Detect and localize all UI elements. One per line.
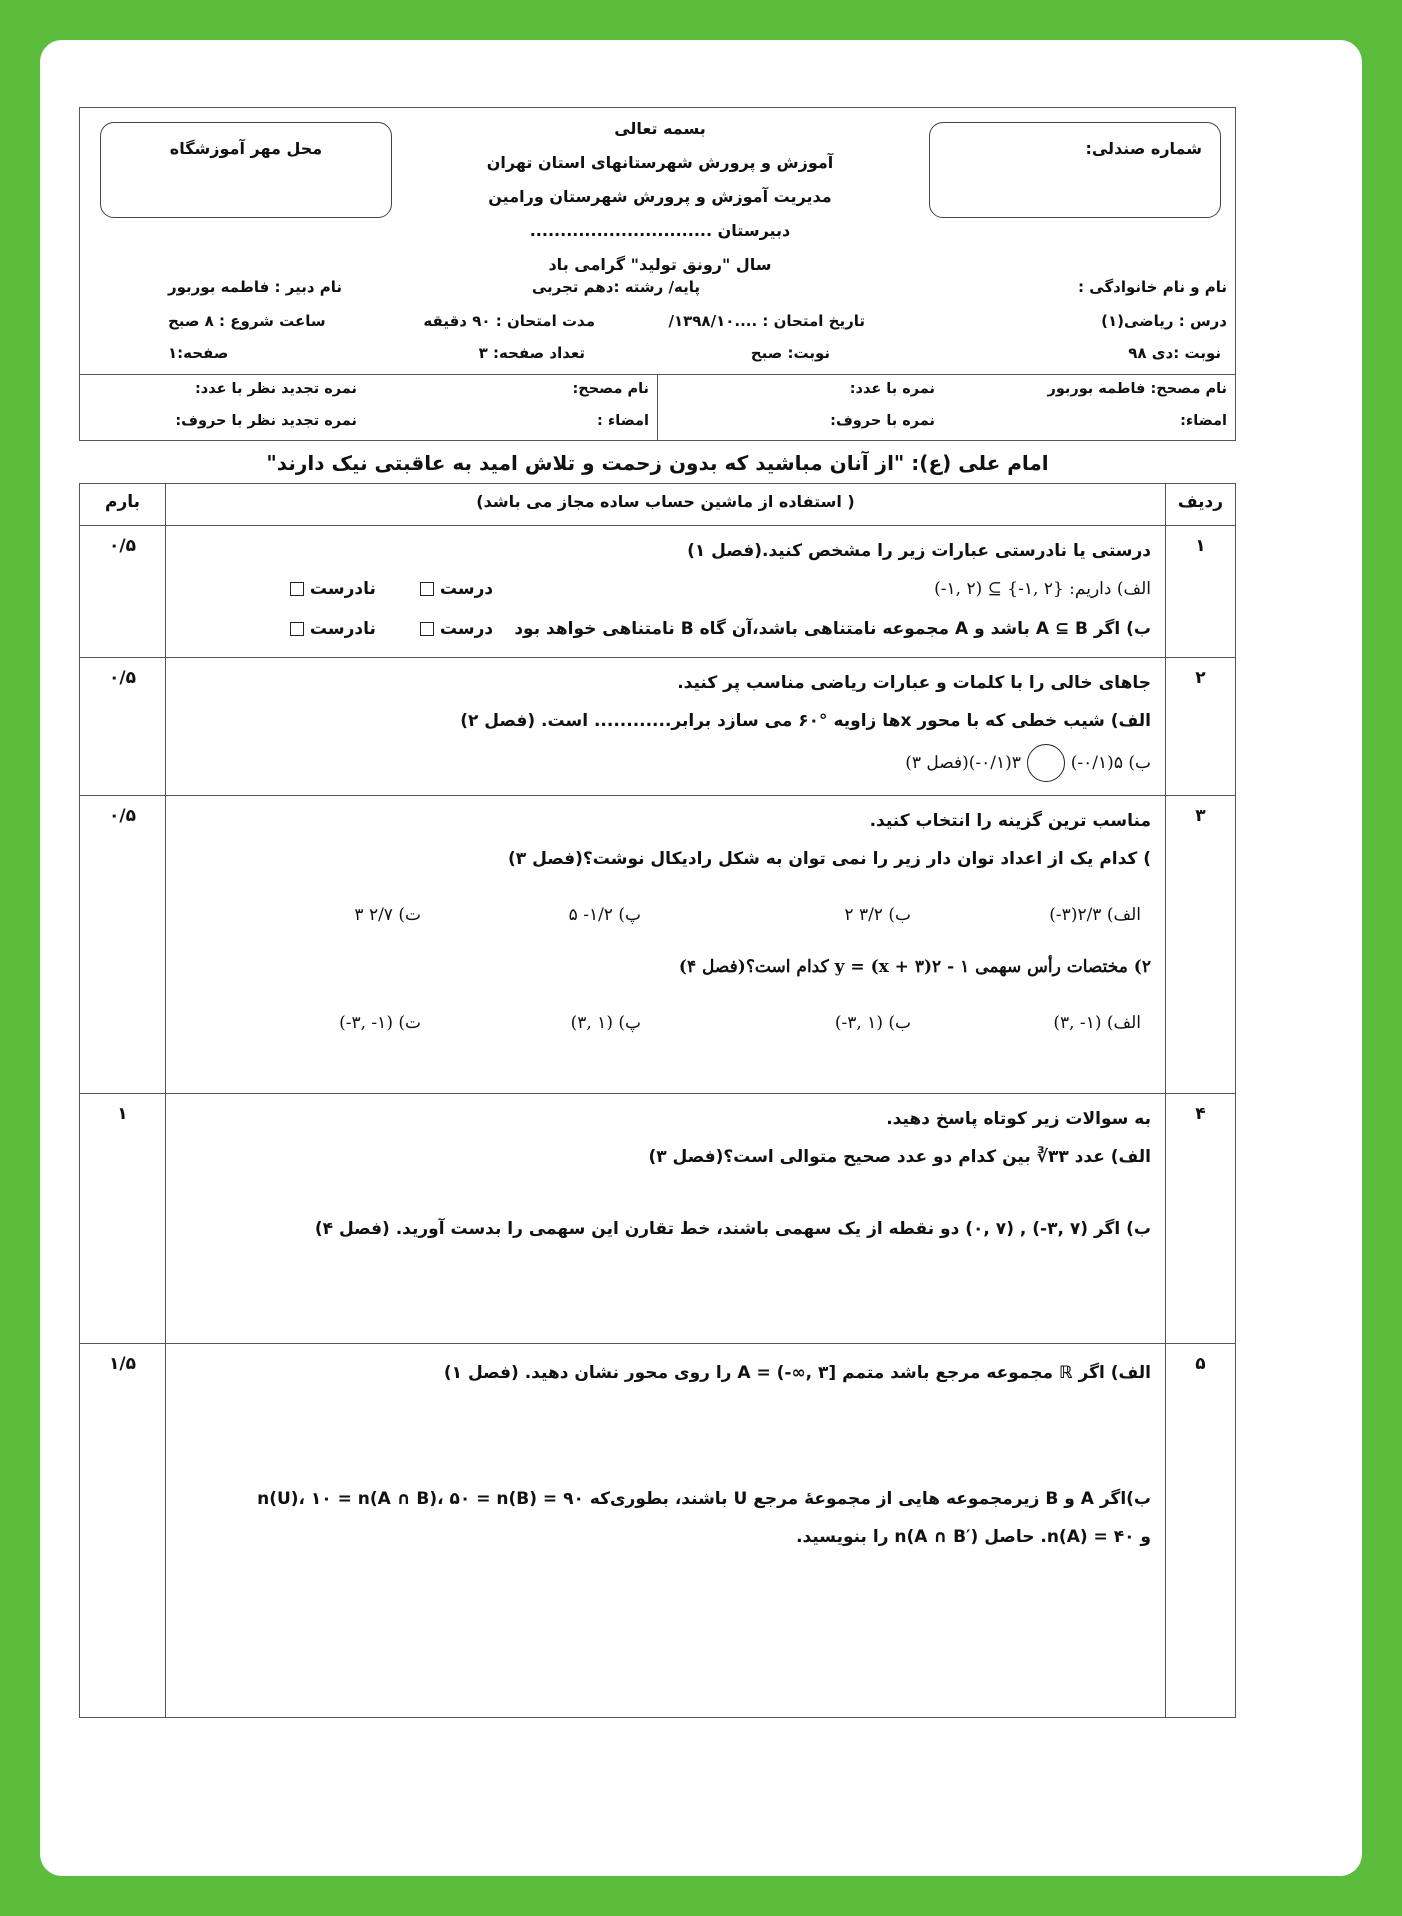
grade-label: پایه/ رشته :دهم تجربی bbox=[531, 278, 700, 296]
school-name: دبیرستان .............................. bbox=[529, 221, 791, 240]
header-row-1 bbox=[80, 278, 1235, 308]
checkbox-icon bbox=[420, 582, 434, 596]
header-row-3 bbox=[80, 344, 1235, 374]
q3-2-option-b[interactable]: ب) (۱ ,۳-) bbox=[834, 1013, 911, 1033]
exam-header bbox=[79, 107, 1236, 441]
question-score: ۰/۵ bbox=[80, 658, 166, 796]
bismillah: بسمه تعالی bbox=[614, 119, 706, 138]
table-header-row bbox=[80, 484, 1236, 526]
question-row-5 bbox=[80, 1344, 1236, 1718]
false-label: نادرست bbox=[309, 579, 376, 599]
col-score-header: بارم bbox=[80, 484, 166, 526]
exam-sheet bbox=[79, 107, 1236, 1718]
q3-2-option-c[interactable]: پ) (۱ ,۳) bbox=[570, 1013, 641, 1033]
page-label: صفحه:۱ bbox=[168, 344, 229, 362]
question-number: ۴ bbox=[1166, 1094, 1236, 1344]
subject-label: درس : ریاضی(۱) bbox=[1101, 312, 1227, 330]
grader-first bbox=[657, 375, 1235, 440]
q1b-false-option[interactable] bbox=[290, 610, 376, 648]
q3-1-option-b[interactable]: ب) ۳/۲ ۲ bbox=[844, 905, 911, 925]
grader-second bbox=[80, 375, 657, 440]
question-number: ۳ bbox=[1166, 796, 1236, 1094]
checkbox-icon bbox=[290, 622, 304, 636]
q4-part-b: ب) اگر (۷ ,۳-) , (۷ ,۰) دو نقطه از یک سهمی باشند، خط تقارن این سهمی را بدست آورید. (فصل ۴) bbox=[314, 1219, 1151, 1239]
imam-ali-quote: امام علی (ع): "از آنان مباشید که بدون زحمت و تلاش امید به عاقبتی نیک دارند" bbox=[266, 451, 1049, 475]
corrector-name-1: نام مصحح: فاطمه بوربور bbox=[1047, 381, 1227, 397]
teacher-label: نام دبیر : فاطمه بوربور bbox=[168, 278, 343, 296]
question-body bbox=[166, 1344, 1166, 1718]
question-body bbox=[166, 526, 1166, 658]
question-number: ۵ bbox=[1166, 1344, 1236, 1718]
student-name-label: نام و نام خانوادگی : bbox=[1078, 278, 1227, 296]
col-row-header: ردیف bbox=[1166, 484, 1236, 526]
org-line-1: آموزش و پرورش شهرستانهای استان تهران bbox=[486, 153, 834, 172]
question-number: ۱ bbox=[1166, 526, 1236, 658]
duration-label: مدت امتحان : ۹۰ دقیقه bbox=[423, 312, 595, 330]
question-score: ۰/۵ bbox=[80, 796, 166, 1094]
q3-sub-question-2: ۲) مختصات رأس سهمی ۱ - ۲(۳ + x) = y کدام است؟(فصل ۴) bbox=[678, 957, 1151, 977]
header-titles bbox=[460, 112, 860, 282]
header-row-2 bbox=[80, 312, 1235, 342]
question-row-4 bbox=[80, 1094, 1236, 1344]
question-title: جاهای خالی را با کلمات و عبارات ریاضی مناسب پر کنید. bbox=[677, 673, 1151, 693]
q1-part-b-text: ب) اگر A ⊆ B باشد و A مجموعه نامتناهی باشد،آن گاه B نامتناهی خواهد بود bbox=[514, 619, 1151, 639]
q3-1-option-c[interactable]: پ) ۱/۲- ۵ bbox=[568, 905, 641, 925]
q5-part-a: الف) اگر ℝ مجموعه مرجع باشد متمم [۳ ,∞-) = A را روی محور نشان دهید. (فصل ۱) bbox=[443, 1363, 1151, 1383]
exam-date-label: تاریخ امتحان : ....۱۳۹۸/۱۰/ bbox=[668, 312, 865, 330]
school-stamp-box bbox=[100, 122, 392, 218]
true-label: درست bbox=[439, 619, 494, 639]
q3-1-option-a[interactable]: الف) ۲/۳(۳-) bbox=[1049, 905, 1141, 925]
question-score: ۰/۵ bbox=[80, 526, 166, 658]
question-row-3 bbox=[80, 796, 1236, 1094]
review-score-words: نمره تجدید نظر با حروف: bbox=[175, 413, 357, 429]
q5-part-b-line-1: ب)اگر A و B زیرمجموعه هایی از مجموعهٔ مرجع U باشند، بطوری‌که ۹۰ = n(U)، ۱۰ = n(A ∩ B)، ۵۰ = n(B) bbox=[257, 1489, 1151, 1509]
review-score-number: نمره تجدید نظر با عدد: bbox=[194, 381, 357, 397]
q1a-true-option[interactable] bbox=[420, 570, 493, 608]
checkbox-icon bbox=[290, 582, 304, 596]
q3-1-options bbox=[180, 878, 1151, 948]
comparison-circle-blank[interactable] bbox=[1027, 744, 1065, 782]
q1-part-b bbox=[180, 610, 1151, 650]
question-score: ۱/۵ bbox=[80, 1344, 166, 1718]
q3-2-option-a[interactable]: الف) (۱- ,۳) bbox=[1053, 1013, 1141, 1033]
q1b-true-option[interactable] bbox=[420, 610, 493, 648]
q2-part-b bbox=[180, 740, 1151, 780]
score-number-1: نمره با عدد: bbox=[849, 381, 935, 397]
q4-part-a: الف) عدد ۳۳∛ بین کدام دو عدد صحیح متوالی است؟(فصل ۳) bbox=[648, 1147, 1151, 1167]
signature-2: امضاء : bbox=[597, 413, 649, 429]
question-score: ۱ bbox=[80, 1094, 166, 1344]
question-body bbox=[166, 796, 1166, 1094]
question-body bbox=[166, 1094, 1166, 1344]
q2-part-b-suffix: ۳(۰/۱-)(فصل ۳) bbox=[905, 753, 1021, 773]
q5-part-b-line-2: و ۴۰ = n(A). حاصل n(A ∩ B′) را بنویسید. bbox=[796, 1527, 1151, 1547]
session-label: نوبت :دی ۹۸ bbox=[1128, 344, 1221, 362]
question-row-2 bbox=[80, 658, 1236, 796]
q1-part-a bbox=[180, 570, 1151, 610]
question-title: به سوالات زیر کوتاه پاسخ دهید. bbox=[886, 1109, 1151, 1129]
corrector-name-2: نام مصحح: bbox=[572, 381, 649, 397]
false-label: نادرست bbox=[309, 619, 376, 639]
grader-section bbox=[80, 374, 1235, 440]
question-row-1 bbox=[80, 526, 1236, 658]
shift-label: نوبت: صبح bbox=[750, 344, 830, 362]
q3-2-option-d[interactable]: ت) (۱- ,۳-) bbox=[339, 1013, 421, 1033]
question-number: ۲ bbox=[1166, 658, 1236, 796]
school-stamp-label: محل مهر آموزشگاه bbox=[169, 139, 323, 158]
pages-count-label: تعداد صفحه: ۳ bbox=[478, 344, 585, 362]
org-line-2: مدیریت آموزش و پرورش شهرستان ورامین bbox=[488, 187, 832, 206]
start-time-label: ساعت شروع : ۸ صبح bbox=[168, 312, 326, 330]
checkbox-icon bbox=[420, 622, 434, 636]
q2-part-b-prefix: ب) ۵(۰/۱-) bbox=[1070, 753, 1151, 773]
q3-2-options bbox=[180, 986, 1151, 1056]
q3-sub-question-1: ) کدام یک از اعداد توان دار زیر را نمی توان به شکل رادیکال نوشت؟(فصل ۳) bbox=[507, 849, 1151, 869]
q2-part-b-left bbox=[905, 744, 1151, 782]
question-title: درستی یا نادرستی عبارات زیر را مشخص کنید.(فصل ۱) bbox=[687, 541, 1151, 561]
questions-table bbox=[79, 483, 1236, 1718]
seat-number-box bbox=[929, 122, 1221, 218]
question-body bbox=[166, 658, 1166, 796]
seat-number-label: شماره صندلی: bbox=[1085, 139, 1202, 158]
question-title: مناسب ترین گزینه را انتخاب کنید. bbox=[869, 811, 1151, 831]
year-motto: سال "رونق تولید" گرامی باد bbox=[548, 255, 772, 274]
q1a-false-option[interactable] bbox=[290, 570, 376, 608]
q3-1-option-d[interactable]: ت) ۲/۷ ۳ bbox=[354, 905, 421, 925]
signature-1: امضاء: bbox=[1180, 413, 1227, 429]
col-note-header: ( استفاده از ماشین حساب ساده مجاز می باشد) bbox=[166, 484, 1166, 526]
score-words-1: نمره با حروف: bbox=[830, 413, 935, 429]
q2-part-a: الف) شیب خطی که با محور xها زاویه °۶۰ می سازد برابر............ است. (فصل ۲) bbox=[460, 711, 1151, 731]
true-label: درست bbox=[439, 579, 494, 599]
q1-part-a-text: الف) داریم: {۲ ,۱-} ⊇ (۲ ,۱-) bbox=[934, 579, 1151, 599]
